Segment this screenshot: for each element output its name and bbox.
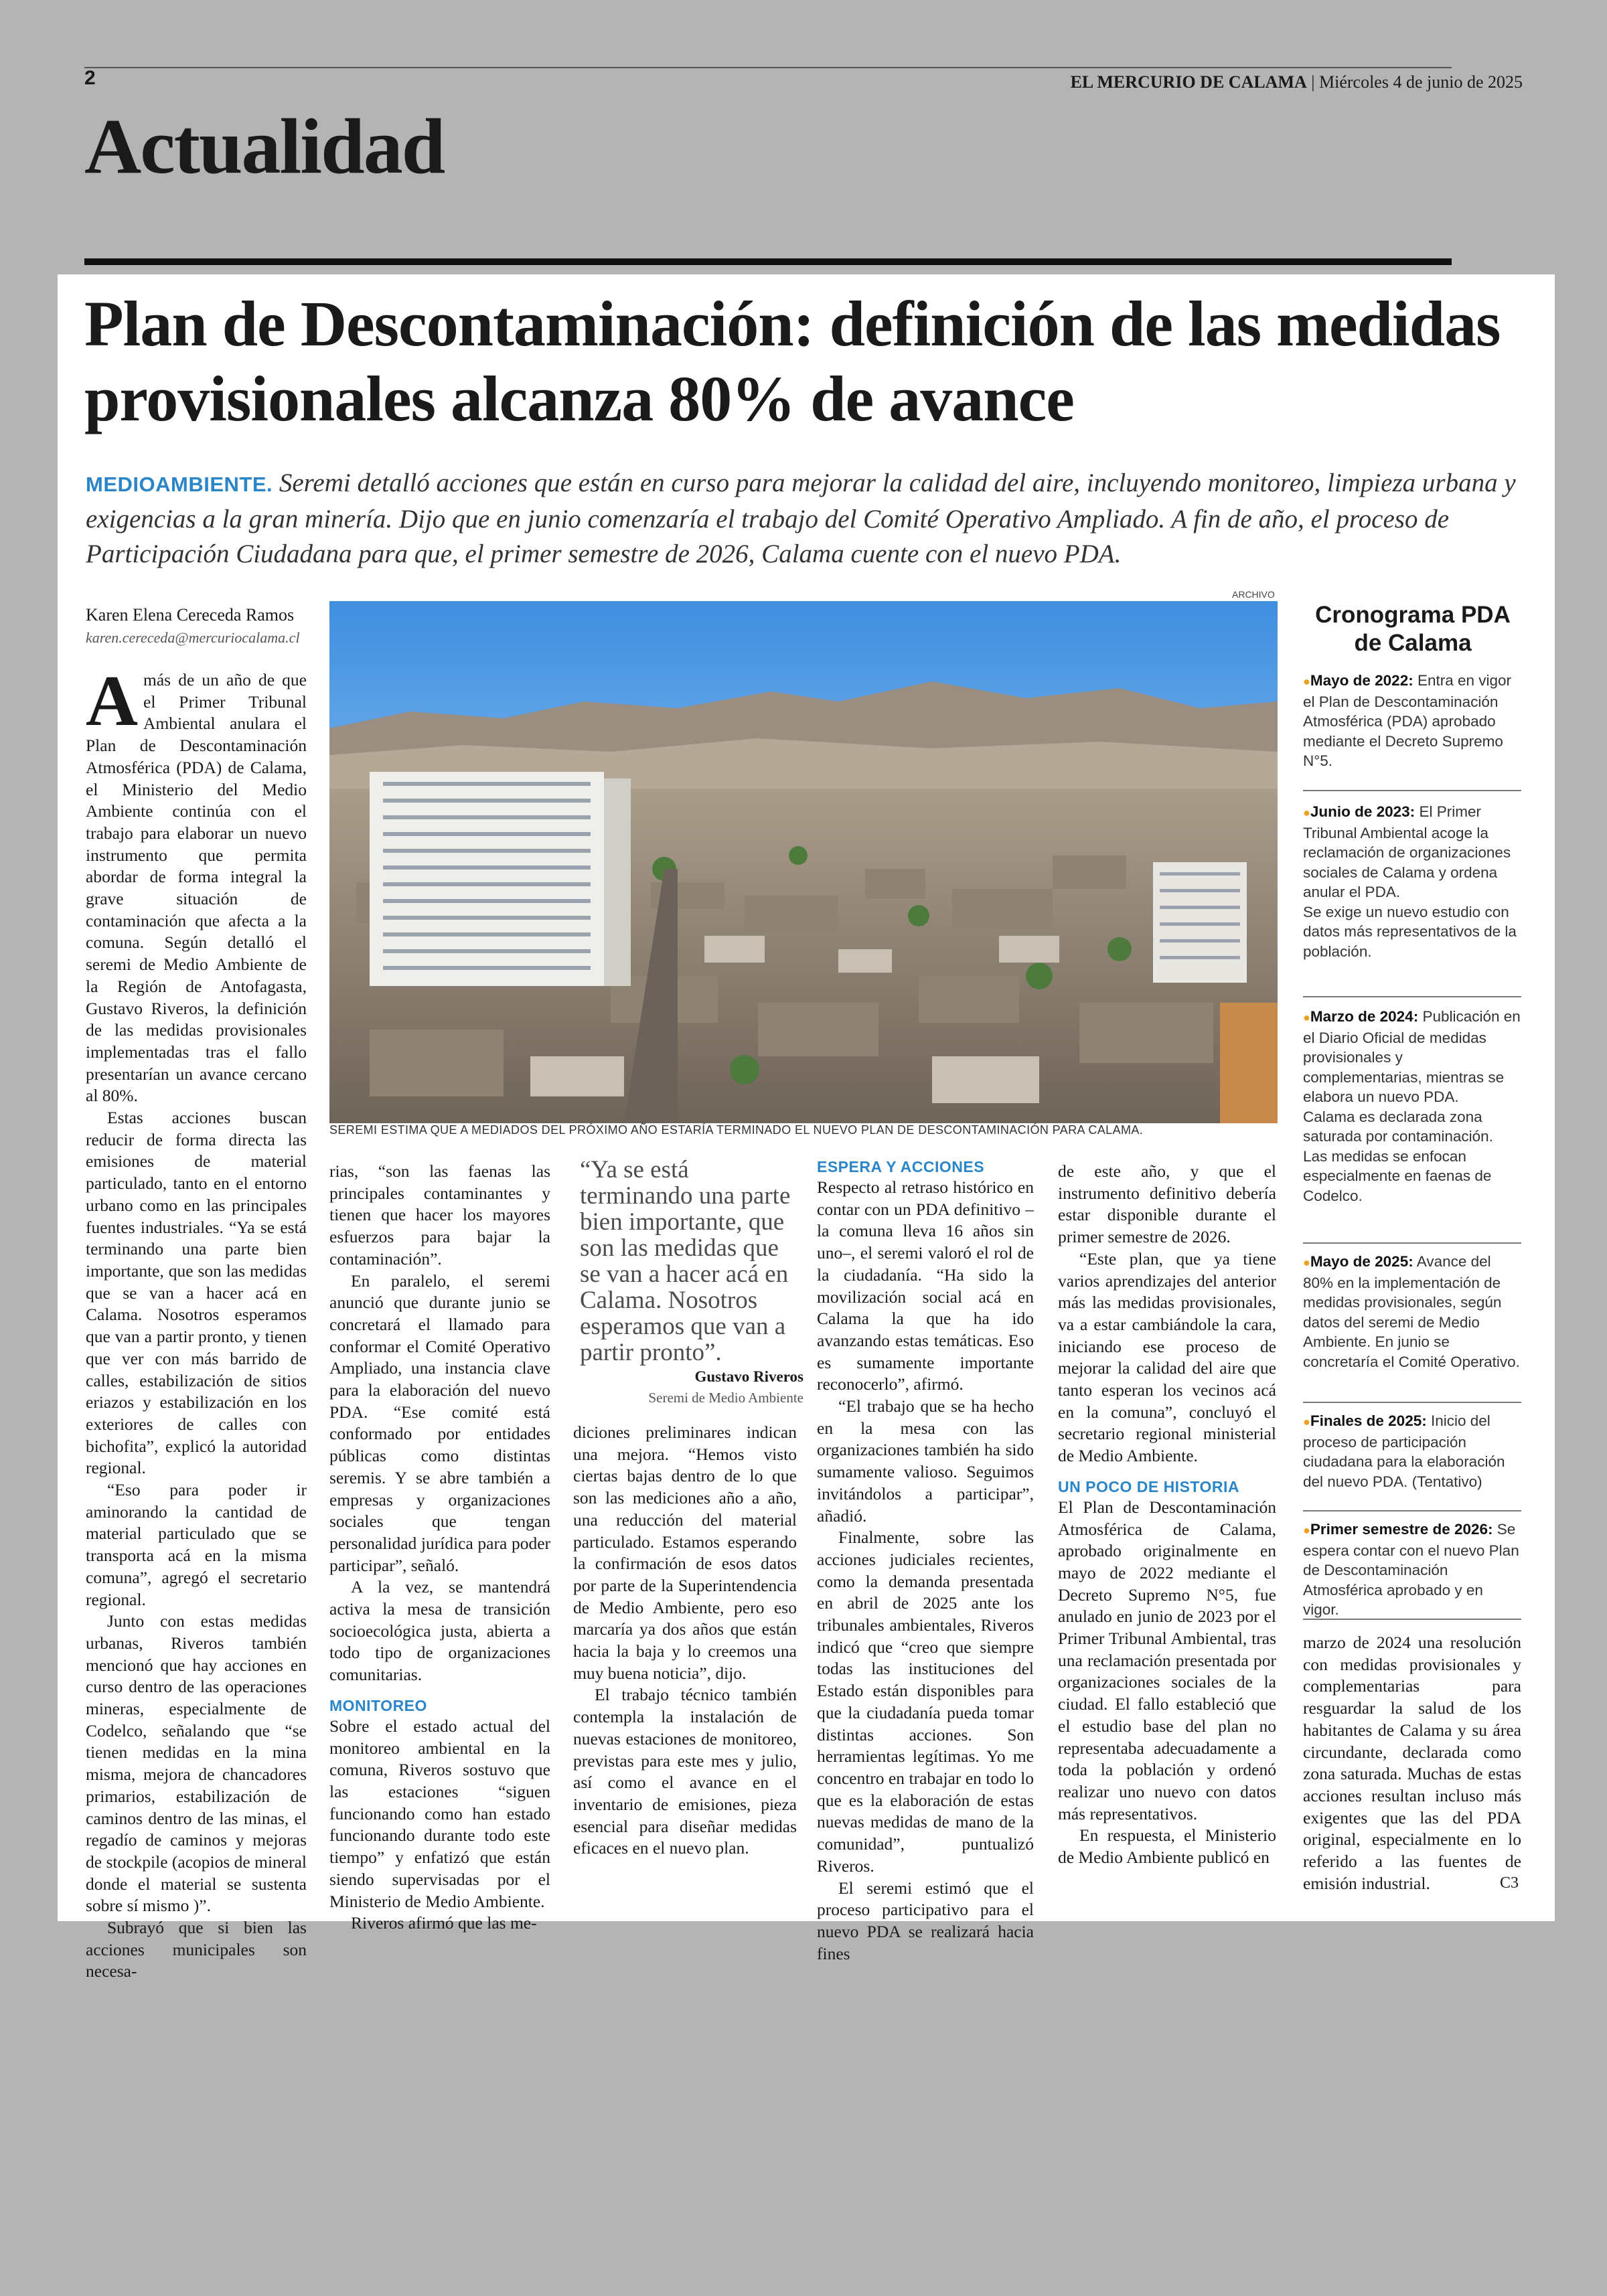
timeline-divider <box>1303 1402 1521 1403</box>
bullet-icon: ● <box>1303 1256 1310 1269</box>
paragraph: “Eso para poder ir aminorando la cantidad de material particulado que se transporta acá en la misma comuna”, agregó el secretario regional. <box>86 1480 307 1609</box>
paragraph: A la vez, se mantendrá activa la mesa de transición socioecológica justa, abierta a todo tipo de organizaciones comunitarias. <box>329 1577 550 1685</box>
masthead <box>1071 72 1523 92</box>
photo-caption: SEREMI ESTIMA QUE A MEDIADOS DEL PRÓXIMO AÑO ESTARÍA TERMINADO EL NUEVO PLAN DE DESCONTAMINACIÓN PARA CALAMA. <box>329 1123 1144 1137</box>
paragraph: El seremi estimó que el proceso participativo para el nuevo PDA se realizará hacia fines <box>817 1878 1034 1963</box>
lede-kicker: MEDIOAMBIENTE. <box>86 473 273 496</box>
pull-quote: “Ya se está terminando una parte bien importante, que son las medidas que se van a hacer acá en Calama. Nosotros esperamos que van a partir pronto”. <box>580 1156 791 1366</box>
paragraph: Sobre el estado actual del monitoreo ambiental en la comuna, Riveros sostuvo que las estaciones “siguen funcionando como han estado funcionando durante todo este tiempo” y enfatizó que están siendo supervisadas por el Ministerio de Medio Ambiente. <box>329 1716 550 1911</box>
article-column-5 <box>1058 1161 1276 1869</box>
timeline-item: ●Primer semestre de 2026: Se espera contar con el nuevo Plan de Descontaminación Atmosférica aprobado y en vigor. <box>1303 1521 1519 1618</box>
paragraph: “El trabajo que se ha hecho en la mesa con las organizaciones también ha sido sumamente valioso. Seguimos invitándolos a participar”, añadió. <box>817 1396 1034 1526</box>
paragraph: El trabajo técnico también contempla la instalación de nuevas estaciones de monitoreo, previstas para este mes y julio, así como el avance en el inventario de emisiones, pieza esencial para diseñar medidas eficaces en el nuevo plan. <box>573 1685 797 1858</box>
bullet-icon: ● <box>1303 1524 1310 1537</box>
bullet-icon: ● <box>1303 1415 1310 1428</box>
paragraph: Subrayó que si bien las acciones municipales son necesa- <box>86 1918 307 1981</box>
pull-quote-role: Seremi de Medio Ambiente <box>648 1390 804 1406</box>
paragraph: Riveros afirmó que las me- <box>351 1913 537 1933</box>
subheading-historia: UN POCO DE HISTORIA <box>1058 1477 1240 1495</box>
article-lede <box>86 466 1519 572</box>
city-photo <box>329 601 1278 1123</box>
paragraph: Amás de un año de que el Primer Tribunal Ambiental anulara el Plan de Descontaminación Atmosférica (PDA) de Calama, el Ministerio del Medio Ambiente continúa con el trabajo para elaborar un nuevo instrumento que permita abordar de forma integral la grave situación de contaminación que afecta a la comuna. Según detalló el seremi de Medio Ambiente de la Región de Antofagasta, Gustavo Riveros, la definición de las medidas provisionales implementadas tras el fallo presentarían un avance cercano al 80%. <box>86 661 307 1106</box>
timeline-divider <box>1303 1510 1521 1511</box>
timeline-divider <box>1303 790 1521 791</box>
author-name: Karen Elena Cereceda Ramos <box>86 605 295 625</box>
timeline-divider <box>1303 1242 1521 1244</box>
paragraph: En respuesta, el Ministerio de Medio Ambiente publicó en <box>1058 1825 1276 1868</box>
article-column-3 <box>573 1422 797 1860</box>
pull-quote-author: Gustavo Riveros <box>694 1368 804 1385</box>
photo-credit: ARCHIVO <box>1232 589 1275 600</box>
paragraph: Estas acciones buscan reducir de forma directa las emisiones de material particulado, tanto en el entorno urbano como en las principales fuentes industriales. “Ya se está terminando una parte bien importante, que son las medidas que se van a hacer acá en Calama. Nosotros esperamos que van a partir pronto, y tienen que ver con más barrido de calles, estabilización de sitios eriazos y estabilización en los exteriores de calles con bichofita”, explicó la autoridad regional. <box>86 1108 307 1478</box>
article-column-6 <box>1303 1632 1521 1894</box>
timeline-item: ●Junio de 2023: El Primer Tribunal Ambiental acoge la reclamación de organizaciones sociales de Calama y ordena anular el PDA. Se exige un nuevo estudio con datos más representativos de la población. <box>1303 803 1517 960</box>
subheading-monitoreo: MONITOREO <box>329 1696 427 1714</box>
end-of-article-mark: C3 <box>1500 1874 1519 1892</box>
section-title: Actualidad <box>84 102 445 190</box>
masthead-separator: | <box>1311 72 1315 92</box>
article-column-4 <box>817 1157 1034 1965</box>
drop-cap: A <box>86 661 138 741</box>
bullet-icon: ● <box>1303 1011 1310 1024</box>
timeline-item: ●Mayo de 2025: Avance del 80% en la implementación de medidas provisionales, según datos del seremi de Medio Ambiente. En junio se concretaría el Comité Operativo. <box>1303 1253 1520 1370</box>
calama-cityscape-image <box>329 601 1278 1123</box>
bullet-icon: ● <box>1303 806 1310 819</box>
timeline-item: ●Finales de 2025: Inicio del proceso de participación ciudadana para la elaboración del nuevo PDA. (Tentativo) <box>1303 1412 1505 1490</box>
paragraph: Junto con estas medidas urbanas, Riveros también mencionó que hay acciones en curso dentro de las operaciones mineras, especialmente de Codelco, señalando que “se tienen medidas en la mina misma, mejora de chancadores primarios, estabilización de caminos dentro de las minas, el regadío de caminos y mejoras de stockpile (acopios de mineral donde el material se sustenta sobre sí mismo )”. <box>86 1611 307 1916</box>
edition-date: Miércoles 4 de junio de 2025 <box>1319 72 1523 92</box>
page-number: 2 <box>84 67 96 89</box>
subheading-espera-acciones: ESPERA Y ACCIONES <box>817 1158 985 1175</box>
paragraph: rias, “son las faenas las principales contaminantes y tienen que hacer los mayores esfuerzos para bajar la contaminación”. <box>329 1161 550 1268</box>
header-rule <box>84 67 1452 68</box>
paragraph: Finalmente, sobre las acciones judiciales recientes, como la demanda presentada en abril de 2025 ante los tribunales ambientales, Riveros indicó que “creo que siempre todas las instituciones del Estado están disponibles para que la ciudadanía pueda tomar distintas acciones. Son herramientas legítimas. Yo me concentro en trabajar en todo lo que es la elaboración de estas nuevas medidas de mano de la comunidad”, puntualizó Riveros. <box>817 1528 1034 1876</box>
article-column-1 <box>86 661 307 1983</box>
paragraph: En paralelo, el seremi anunció que durante junio se concretará el llamado para conformar el Comité Operativo Ampliado, una instancia clave para la elaboración del nuevo PDA. “Ese comité está conformado por entidades públicas como distintas seremis. Y se abre también a empresas y organizaciones sociales que tengan personalidad jurídica para poder participar”, señaló. <box>329 1270 550 1575</box>
timeline-divider <box>1303 1619 1521 1620</box>
lede-text: Seremi detalló acciones que están en curso para mejorar la calidad del aire, incluyendo monitoreo, limpieza urbana y exigencias a la gran minería. Dijo que en junio comenzaría el trabajo del Comité Operativo Ampliado. A fin de año, el proceso de Participación Ciudadana para que, el primer semestre de 2026, Calama cuente con el nuevo PDA. <box>86 469 1516 568</box>
paragraph: El Plan de Descontaminación Atmosférica de Calama, aprobado originalmente en mayo de 2022 mediante el Decreto Supremo N°5, fue anulado en junio de 2023 por el Primer Tribunal Ambiental, tras una reclamación presentada por organizaciones sociales de la ciudad. El fallo estableció que el estudio base del plan no representaba adecuadamente a toda la población y ordenó realizar uno nuevo con datos más representativos. <box>1058 1497 1276 1823</box>
article-column-2 <box>329 1161 550 1935</box>
timeline-item: ●Mayo de 2022: Entra en vigor el Plan de Descontaminación Atmosférica (PDA) aprobado mediante el Decreto Supremo N°5. <box>1303 672 1512 769</box>
paragraph: marzo de 2024 una resolución con medidas provisionales y complementarias para resguardar la salud de los habitantes de Calama y su área circundante, declarada como zona saturada. Muchas de estas acciones resultan incluso más exigentes que las del PDA original, especialmente en lo referido a las fuentes de emisión industrial. <box>1303 1633 1521 1893</box>
article-headline: Plan de Descontaminación: definición de las medidas provisionales alcanza 80% de avance <box>84 288 1501 434</box>
bullet-icon: ● <box>1303 675 1310 688</box>
paragraph: de este año, y que el instrumento definitivo debería estar disponible durante el primer semestre de 2026. <box>1058 1161 1276 1247</box>
publication-name: EL MERCURIO DE CALAMA <box>1070 72 1307 92</box>
paragraph: “Este plan, que ya tiene varios aprendizajes del anterior más las medidas provisionales, va a estar cambiándole la cara, iniciando ese proceso de mejorar la calidad del aire que tanto esperan los vecinos acá en la comuna”, concluyó el secretario regional ministerial de Medio Ambiente. <box>1058 1248 1276 1466</box>
paragraph: Respecto al retraso histórico en contar con un PDA definitivo –la comuna lleva 16 años sin uno–, el seremi valoró el rol de la ciudadanía. “Ha sido la movilización social acá en Calama la que ha ido avanzando estas temáticas. Eso es sumamente importante reconocerlo”, afirmó. <box>817 1177 1034 1394</box>
timeline-divider <box>1303 996 1521 997</box>
author-email: karen.cereceda@mercuriocalama.cl <box>86 629 300 646</box>
paragraph: diciones preliminares indican una mejora. “Hemos visto ciertas bajas dentro de lo que son las mediciones año a año, una reducción del material particulado. Estamos esperando la confirmación de esos datos por parte de la Superintendencia de Medio Ambiente, pero eso marcaría ya dos años que están hacia la baja y lo creemos una muy buena noticia”, dijo. <box>573 1422 797 1683</box>
section-rule <box>84 258 1452 265</box>
timeline-item: ●Marzo de 2024: Publicación en el Diario Oficial de medidas provisionales y complementarias, mientras se elabora un nuevo PDA. Calama es declarada zona saturada por contaminación. Las medidas se enfocan especialmente en faenas de Codelco. <box>1303 1008 1521 1204</box>
sidebar-title: Cronograma PDA de Calama <box>1315 602 1511 656</box>
